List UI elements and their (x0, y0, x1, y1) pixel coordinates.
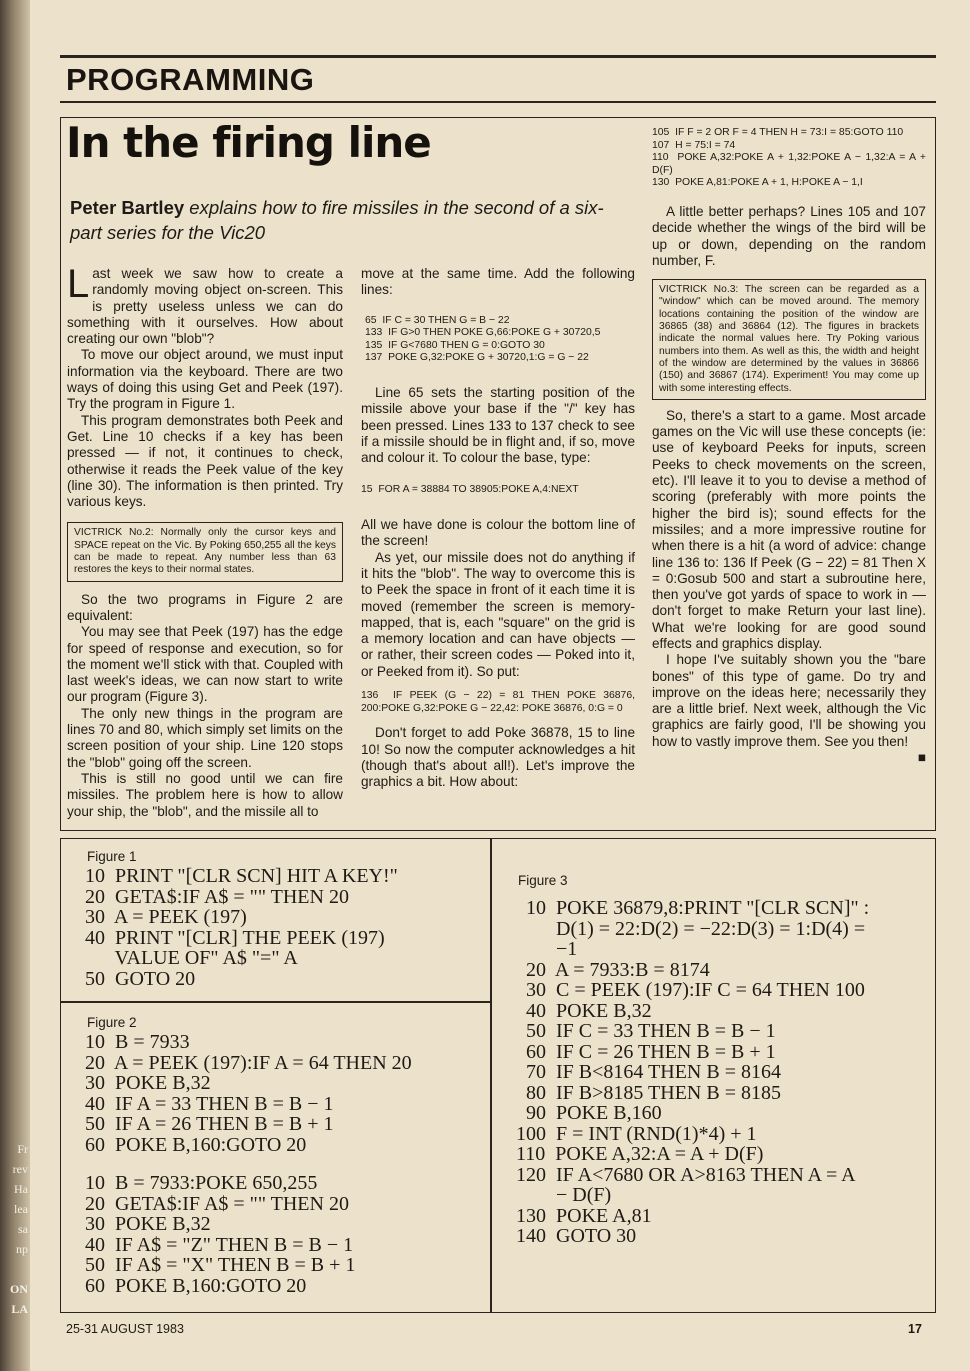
figure-divider-horizontal (60, 1001, 491, 1003)
figure-1-caption: Figure 1 (87, 849, 137, 864)
top-rule (60, 55, 936, 58)
facing-page-fragment: rev (12, 1162, 28, 1176)
figure-3-code: 10 POKE 36879,8:PRINT "[CLR SCN]" : D(1) = 22:D(2) = −22:D(3) = 1:D(4) = −1 20 A = 7933:B = 8174 30 C = PEEK (197):IF C = 64 THEN 100 40 POKE B,32 50 IF C = 33 THEN B = B − 1 60 IF C = 26 THEN B = B + 1 70 IF B<8164 THEN B = 8164 80 IF B>8185 THEN B = 8185 90 POKE B,160 100 F = INT (RND(1)*4) + 1 110 POKE A,32:A = A + D(F) 120 IF A<7680 OR A>8163 THEN A = A − D(F) 130 POKE A,81 140 GOTO 30 (516, 897, 870, 1247)
paragraph: This is still no good until we can fire missiles. The problem here is how to allow your ship, the "blob", and the missile all to (67, 770, 343, 819)
figure-2-caption: Figure 2 (87, 1015, 137, 1030)
facing-page-fragment: Ha (14, 1182, 28, 1196)
paragraph: Line 65 sets the starting position of the missile above your base if the "/" key has been pressed. Lines 133 to 137 check to see if a missile should be in flight and, if so, move and colour it. To colour the base, type: (361, 384, 635, 466)
paragraph: This program demonstrates both Peek and Get. Line 10 checks if a key has been pressed — if not, it continues to check, otherwise it reads the Peek value of the key (line 30). The information is then printed. Try various keys. (67, 412, 343, 510)
victrick-tip-box: VICTRICK No.3: The screen can be regarded as a "window" which can be moved around. The memory locations containing the position of the window are 36865 (38) and 36864 (12). The figures in brackets indicate the normal values here. Try Poking various numbers into them. As well as this, the width and height of the window are determined by the values in 36866 (150) and 36867 (174). Experiment! You may come up with some interesting effects. (652, 279, 926, 400)
end-mark: ■ (917, 750, 926, 766)
article-column-3 (652, 127, 926, 766)
issue-date: 25-31 AUGUST 1983 (66, 1322, 184, 1336)
standfirst (70, 195, 610, 245)
paragraph: I hope I've suitably shown you the "bare bones" of this type of game. Do try and improve on the ideas here; necessarily they are a little brief. Next week, although the Vic graphics are fairly good, I'll be showing you how to vastly improve them. See you then! ■ (652, 652, 926, 766)
facing-page-fragment: Fr (17, 1142, 28, 1156)
code-listing: 136 IF PEEK (G − 22) = 81 THEN POKE 36876, 200:POKE G,32:POKE G − 22,42: POKE 36876, 0:G = 0 (361, 690, 638, 714)
figure-3-caption: Figure 3 (518, 873, 568, 888)
drop-cap: L (67, 262, 90, 306)
facing-page-fragment: ON (10, 1282, 28, 1296)
section-title: PROGRAMMING (66, 62, 315, 97)
figure-divider-vertical (490, 838, 492, 1313)
paragraph: All we have done is colour the bottom line of the screen! (361, 517, 635, 549)
paragraph: The only new things in the program are lines 70 and 80, which simply set limits on the screen position of your ship. Line 120 stops the "blob" going off the screen. (67, 705, 343, 770)
paragraph: Don't forget to add Poke 36878, 15 to line 10! So now the computer acknowledges a hit (though that's about all!). Let's improve the graphics a bit. How about: (361, 725, 635, 790)
figure-2-code-a: 10 B = 7933 20 A = PEEK (197):IF A = 64 THEN 20 30 POKE B,32 40 IF A = 33 THEN B = B − 1 50 IF A = 26 THEN B = B + 1 60 POKE B,160:GOTO 20 (85, 1031, 412, 1156)
paragraph: A little better perhaps? Lines 105 and 107 decide whether the wings of the bird will be up or down, depending on the random number, F. (652, 203, 926, 268)
code-listing: 65 IF C = 30 THEN G = B − 22 133 IF G>0 THEN POKE G,66:POKE G + 30720,5 135 IF G<7680 THEN G = 0:GOTO 30 137 POKE G,32:POKE G + 30720,1:G = G − 22 (365, 314, 601, 364)
paragraph: So, there's a start to a game. Most arcade games on the Vic will use these concepts (ie: use of keyboard Peeks for inputs, screen Peeks to check movements on the screen, etc). I'll leave it to you to devise a method of scoring (preferably with more points the higher the bird is); sound effects for the missiles; and a more impressive routine for when there is a hit (a word of advice: change line 136 to: 136 If Peek (G − 22) = 81 Then X = 0:Gosub 500 and start a subroutine here, then you've got yards of space to work in — don't forget to make Return your last line). What we're looking for are good sound effects and graphics display. (652, 407, 926, 651)
article-column-1 (67, 262, 343, 820)
page-number: 17 (908, 1322, 922, 1336)
victrick-tip-box: VICTRICK No.2: Normally only the cursor keys and SPACE repeat on the Vic. By Poking 650,255 all the keys can be made to repeat. Any number less than 63 restores the keys to their normal states. (67, 522, 343, 581)
paragraph: Last week we saw how to create a randomly moving object on-screen. This is pretty useless unless we can do something with it ourselves. How about creating our own "blob"? (67, 262, 343, 347)
facing-page-fragment: np (16, 1242, 28, 1256)
code-listing: 15 FOR A = 38884 TO 38905:POKE A,4:NEXT (361, 484, 579, 496)
standfirst-text: explains how to fire missiles in the second of a six-part series for the Vic20 (70, 197, 604, 243)
facing-page-fragment: sa (18, 1222, 28, 1236)
facing-page-fragment: lea (14, 1202, 28, 1216)
paragraph: To move our object around, we must input information via the keyboard. There are two ways of doing this using Get and Peek (197). Try the program in Figure 1. (67, 347, 343, 412)
paragraph: You may see that Peek (197) has the edge for speed of response and execution, so for the moment we'll stick with that. Coupled with last week's ideas, we can now start to write our program (Figure 3). (67, 624, 343, 705)
paragraph: As yet, our missile does not do anything if it hits the "blob". The way to overcome this is to Peek the space in front of it each time it is moved (remember the screen is memory-mapped, that is, each "square" on the grid is a memory location and can have objects — or rather, their screen codes — Poked into it, or Peeked from it). So put: (361, 549, 635, 679)
section-rule (60, 101, 936, 103)
paragraph: move at the same time. Add the following lines: (361, 266, 635, 298)
figure-2-code-b: 10 B = 7933:POKE 650,255 20 GETA$:IF A$ = "" THEN 20 30 POKE B,32 40 IF A$ = "Z" THEN B = B − 1 50 IF A$ = "X" THEN B = B + 1 60 POKE B,160:GOTO 20 (85, 1172, 356, 1297)
article-column-2 (361, 266, 638, 790)
facing-page-fragment: LA (11, 1302, 28, 1316)
facing-page-edge (0, 0, 30, 1371)
author-name: Peter Bartley (70, 197, 185, 218)
magazine-page (30, 0, 970, 1371)
headline: In the firing line (66, 118, 431, 167)
paragraph: So the two programs in Figure 2 are equivalent: (67, 591, 343, 623)
code-listing: 105 IF F = 2 OR F = 4 THEN H = 73:I = 85:GOTO 110 107 H = 75:I = 74 110 POKE A,32:POKE A + 1,32:POKE A − 1,32:A = A + D(F) 130 POKE A,81:POKE A + 1, H:POKE A − 1,I (652, 127, 926, 189)
figure-1-code: 10 PRINT "[CLR SCN] HIT A KEY!" 20 GETA$:IF A$ = "" THEN 20 30 A = PEEK (197) 40 PRINT "[CLR] THE PEEK (197) VALUE OF" A$ "=" A 50 GOTO 20 (85, 865, 398, 990)
